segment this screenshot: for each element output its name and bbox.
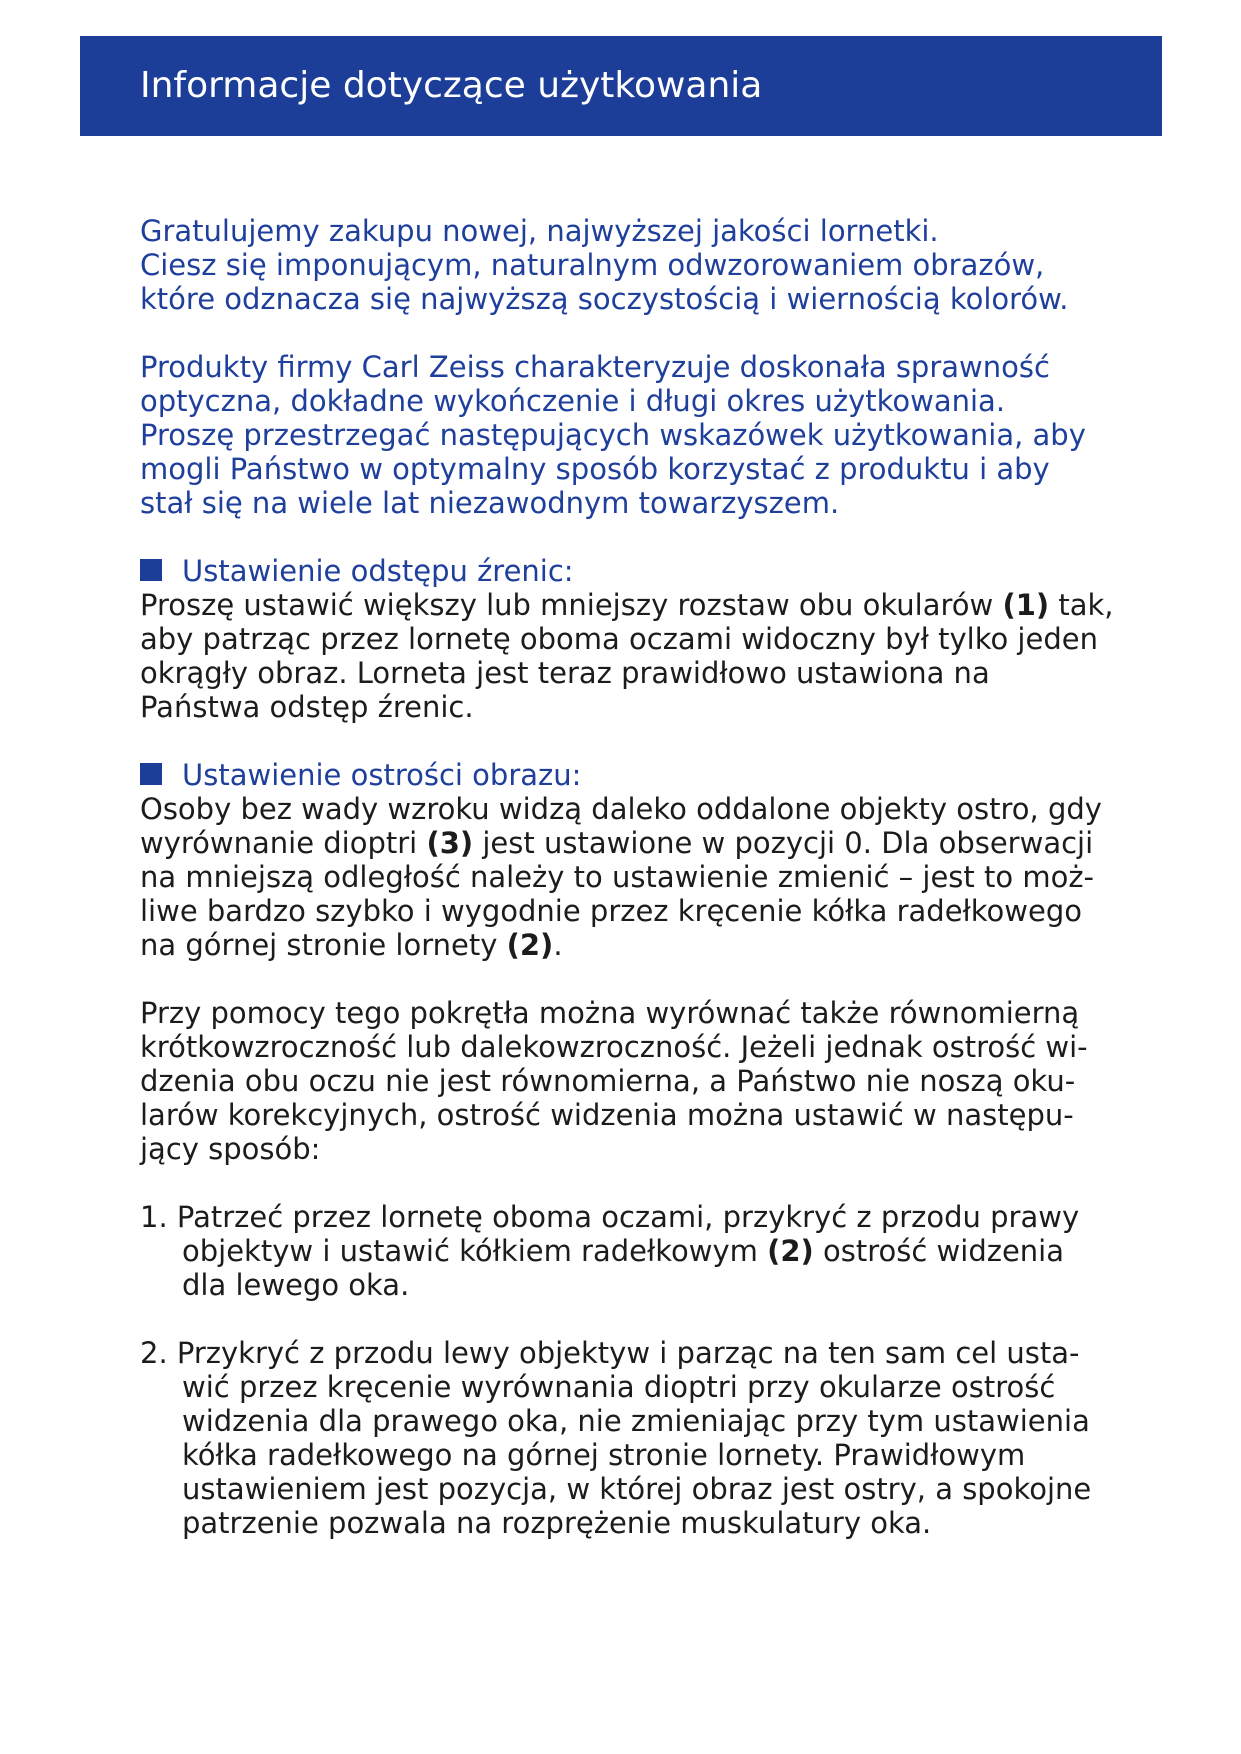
section-paragraph bbox=[140, 588, 1140, 724]
text-run: . bbox=[553, 928, 563, 962]
text-line: kółka radełkowego na górnej stronie lornety. Prawidłowym bbox=[182, 1438, 1026, 1472]
square-bullet-icon bbox=[140, 559, 162, 581]
page-title: Informacje dotyczące użytkowania bbox=[140, 65, 763, 106]
text-run: wyrównanie dioptri bbox=[140, 826, 427, 860]
header-bar bbox=[80, 36, 1162, 136]
text-line bbox=[140, 1234, 1140, 1268]
text-line: Proszę przestrzegać następujących wskazówek użytkowania, aby bbox=[140, 418, 1086, 452]
text-line: Produkty firmy Carl Zeiss charakteryzuje doskonała sprawność bbox=[140, 350, 1050, 384]
text-run: na górnej stronie lornety bbox=[140, 928, 507, 962]
text-line: dzenia obu oczu nie jest równomierna, a Państwo nie noszą oku- bbox=[140, 1064, 1076, 1098]
numbered-step-2 bbox=[140, 1336, 1140, 1540]
intro-paragraph-2 bbox=[140, 350, 1140, 520]
part-reference: (3) bbox=[426, 826, 474, 860]
section-focus-adjustment bbox=[140, 758, 1140, 962]
section-heading bbox=[140, 554, 1140, 588]
text-line: które odznacza się najwyższą soczystością i wiernością kolorów. bbox=[140, 282, 1069, 316]
part-reference: (2) bbox=[767, 1234, 814, 1268]
section-interpupillary-distance bbox=[140, 554, 1140, 724]
intro-paragraph bbox=[140, 214, 1140, 316]
text-line: jący sposób: bbox=[140, 1132, 321, 1166]
numbered-step-1 bbox=[140, 1200, 1140, 1302]
square-bullet-icon bbox=[140, 763, 162, 785]
text-line: stał się na wiele lat niezawodnym towarzyszem. bbox=[140, 486, 840, 520]
text-line: ustawieniem jest pozycja, w której obraz jest ostry, a spokojne bbox=[182, 1472, 1092, 1506]
text-line: widzenia dla prawego oka, nie zmieniając przy tym ustawienia bbox=[182, 1404, 1090, 1438]
document-body bbox=[140, 214, 1140, 1540]
section-heading-text: Ustawienie ostrości obrazu: bbox=[182, 758, 582, 792]
text-line: dla lewego oka. bbox=[182, 1268, 410, 1302]
text-line: optyczna, dokładne wykończenie i długi okres użytkowania. bbox=[140, 384, 1006, 418]
text-run: ostrość widzenia bbox=[813, 1234, 1064, 1268]
text-line: Ciesz się imponującym, naturalnym odwzorowaniem obrazów, bbox=[140, 248, 1045, 282]
text-line: mogli Państwo w optymalny sposób korzystać z produktu i aby bbox=[140, 452, 1050, 486]
text-run: jest ustawione w pozycji 0. Dla obserwacji bbox=[473, 826, 1094, 860]
paragraph-diopter-compensation bbox=[140, 996, 1140, 1166]
text-line: Przy pomocy tego pokrętła można wyrównać także równomierną bbox=[140, 996, 1080, 1030]
text-run: objektyw i ustawić kółkiem radełkowym bbox=[182, 1234, 768, 1268]
text-line: okrągły obraz. Lorneta jest teraz prawidłowo ustawiona na bbox=[140, 656, 990, 690]
section-heading bbox=[140, 758, 1140, 792]
text-line bbox=[140, 826, 1140, 860]
part-reference: (2) bbox=[506, 928, 554, 962]
text-line: patrzenie pozwala na rozprężenie muskulatury oka. bbox=[182, 1506, 932, 1540]
text-line: 1. Patrzeć przez lornetę oboma oczami, przykryć z przodu prawy bbox=[140, 1200, 1080, 1234]
text-line bbox=[140, 928, 1140, 962]
text-line bbox=[140, 588, 1140, 622]
section-heading-text: Ustawienie odstępu źrenic: bbox=[182, 554, 574, 588]
text-line: larów korekcyjnych, ostrość widzenia można ustawić w następu- bbox=[140, 1098, 1074, 1132]
part-reference: (1) bbox=[1002, 588, 1050, 622]
text-line: liwe bardzo szybko i wygodnie przez kręcenie kółka radełkowego bbox=[140, 894, 1083, 928]
text-line: Gratulujemy zakupu nowej, najwyższej jakości lornetki. bbox=[140, 214, 939, 248]
section-paragraph bbox=[140, 792, 1140, 962]
text-line: na mniejszą odległość należy to ustawienie zmienić – jest to moż- bbox=[140, 860, 1095, 894]
text-run: Proszę ustawić większy lub mniejszy rozstaw obu okularów bbox=[140, 588, 1003, 622]
text-line: 2. Przykryć z przodu lewy objektyw i parząc na ten sam cel usta- bbox=[140, 1336, 1080, 1370]
text-line: wić przez kręcenie wyrównania dioptri przy okularze ostrość bbox=[182, 1370, 1056, 1404]
text-line: aby patrząc przez lornetę oboma oczami widoczny był tylko jeden bbox=[140, 622, 1098, 656]
text-run: tak, bbox=[1049, 588, 1114, 622]
text-line: Państwa odstęp źrenic. bbox=[140, 690, 474, 724]
text-line: Osoby bez wady wzroku widzą daleko oddalone objekty ostro, gdy bbox=[140, 792, 1102, 826]
text-line: krótkowzroczność lub dalekowzroczność. Jeżeli jednak ostrość wi- bbox=[140, 1030, 1088, 1064]
